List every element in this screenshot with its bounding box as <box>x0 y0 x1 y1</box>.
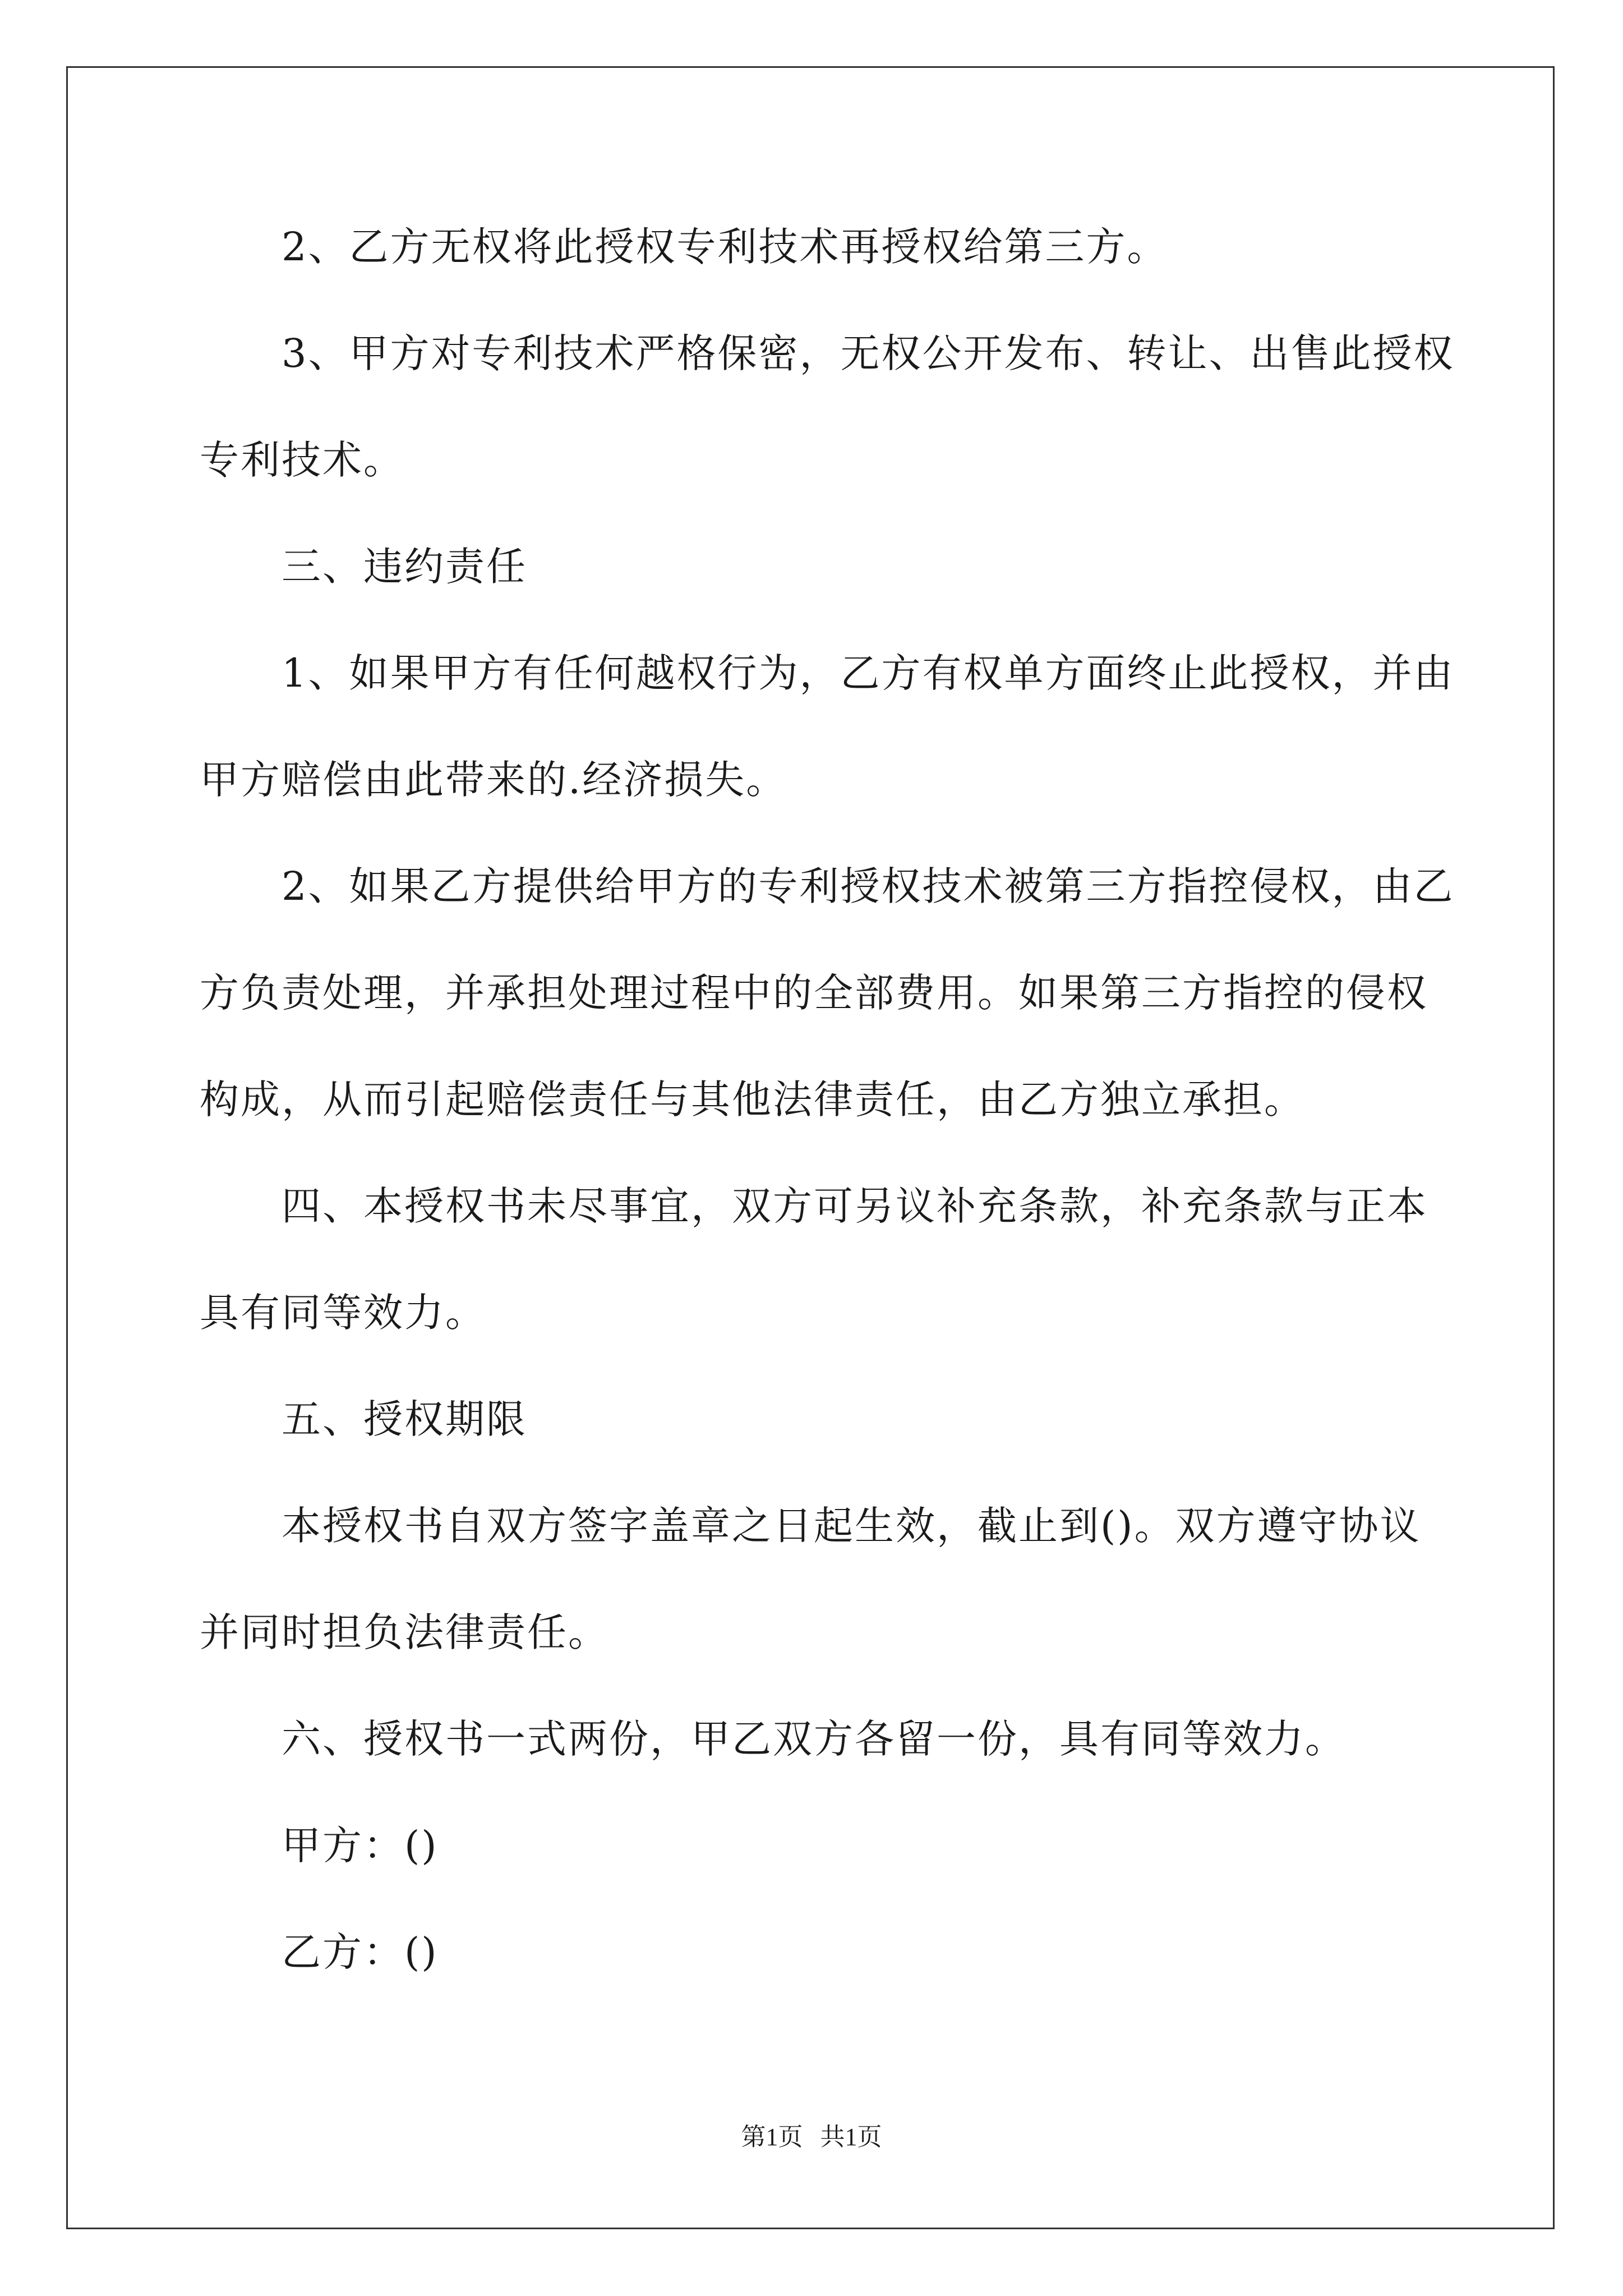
text-line-7: 2、如果乙方提供给甲方的专利授权技术被第三方指控侵权，由乙 <box>282 863 1455 909</box>
page-border <box>66 66 1555 2229</box>
text-line-8: 方负责处理，并承担处理过程中的全部费用。如果第三方指控的侵权 <box>200 970 1428 1016</box>
text-line-6: 甲方赔偿由此带来的.经济损失。 <box>200 757 787 803</box>
page-current: 第1页 <box>741 2123 803 2151</box>
text-line-3: 专利技术。 <box>200 437 404 483</box>
text-line-1: 2、乙方无权将此授权专利技术再授权给第三方。 <box>282 224 1168 270</box>
page-footer <box>0 2120 1623 2154</box>
page-total: 共1页 <box>820 2123 882 2151</box>
text-line-2: 3、甲方对专利技术严格保密，无权公开发布、转让、出售此授权 <box>282 330 1455 376</box>
text-line-15: 六、授权书一式两份，甲乙双方各留一份，具有同等效力。 <box>282 1716 1346 1762</box>
text-line-14: 并同时担负法律责任。 <box>200 1609 609 1655</box>
party-a-signature-line: 甲方：() <box>282 1823 439 1869</box>
section-heading-breach: 三、违约责任 <box>282 544 527 590</box>
section-heading-term: 五、授权期限 <box>282 1396 527 1442</box>
party-b-signature-line: 乙方：() <box>282 1929 439 1975</box>
text-line-9: 构成，从而引起赔偿责任与其他法律责任，由乙方独立承担。 <box>200 1076 1305 1122</box>
text-line-10: 四、本授权书未尽事宜，双方可另议补充条款，补充条款与正本 <box>282 1183 1428 1229</box>
text-line-5: 1、如果甲方有任何越权行为，乙方有权单方面终止此授权，并由 <box>282 650 1455 696</box>
text-line-13: 本授权书自双方签字盖章之日起生效，截止到()。双方遵守协议 <box>282 1503 1421 1549</box>
text-line-11: 具有同等效力。 <box>200 1290 486 1336</box>
